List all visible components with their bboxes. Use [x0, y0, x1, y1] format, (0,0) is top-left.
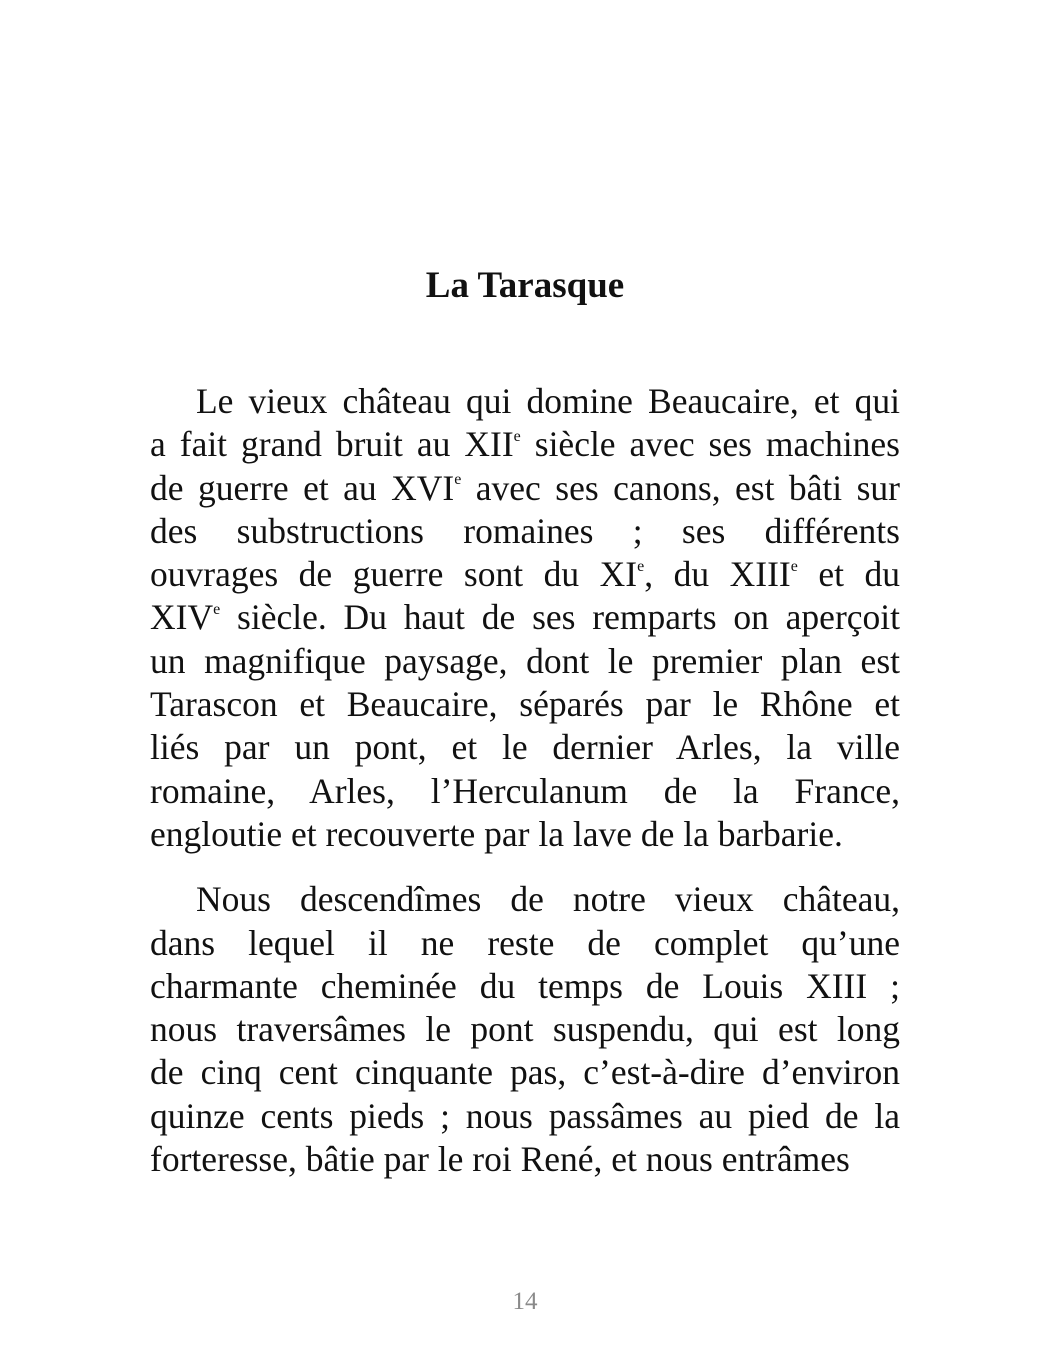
- text-segment: Nous descendîmes de notre vieux château,: [196, 879, 900, 920]
- text-segment: de cinq cent cinquante pas, c’est-à-dire d’environ: [150, 1052, 900, 1093]
- text-line: [150, 1008, 900, 1051]
- text-segment: charmante cheminée du temps de Louis XIII ;: [150, 965, 900, 1006]
- text-line: [150, 813, 900, 856]
- text-line: [150, 1138, 900, 1181]
- text-segment: quinze cents pieds ; nous passâmes au pied de la: [150, 1095, 900, 1136]
- text-line: [150, 596, 900, 639]
- text-line: [150, 726, 900, 769]
- text-segment: nous traversâmes le pont suspendu, qui est long: [150, 1009, 900, 1050]
- text-segment: engloutie et recouverte par la lave de la barbarie.: [150, 813, 843, 854]
- body-text: [150, 380, 900, 1203]
- text-line: [150, 510, 900, 553]
- text-segment: dans lequel il ne reste de complet qu’une: [150, 922, 900, 963]
- text-segment: , du XIII: [644, 554, 791, 595]
- page-number: 14: [512, 1288, 538, 1315]
- text-line: [150, 922, 900, 965]
- text-segment: Le vieux château qui domine Beaucaire, et qui: [196, 381, 900, 421]
- text-segment: ouvrages de guerre sont du XI: [150, 554, 638, 595]
- superscript: e: [637, 558, 645, 576]
- text-segment: des substructions romaines ; ses différents: [150, 510, 900, 551]
- text-line: [150, 965, 900, 1008]
- text-line: [150, 423, 900, 466]
- text-segment: a fait grand bruit au XII: [150, 424, 514, 465]
- text-line: [150, 1051, 900, 1094]
- text-segment: Tarascon et Beaucaire, séparés par le Rhône et: [150, 684, 900, 725]
- text-segment: siècle avec ses machines: [520, 424, 900, 465]
- text-line: [150, 1095, 900, 1138]
- superscript: e: [454, 471, 462, 489]
- text-segment: de guerre et au XVI: [150, 467, 455, 508]
- text-line: [150, 640, 900, 683]
- paragraph: [150, 380, 900, 856]
- text-line: [150, 380, 900, 423]
- text-line: [150, 683, 900, 726]
- text-line: [150, 878, 900, 921]
- text-segment: forteresse, bâtie par le roi René, et nous entrâmes: [150, 1139, 850, 1180]
- text-segment: XIV: [150, 597, 214, 638]
- superscript: e: [513, 428, 521, 446]
- text-segment: romaine, Arles, l’Herculanum de la France,: [150, 770, 900, 811]
- paragraph: [150, 878, 900, 1181]
- text-segment: un magnifique paysage, dont le premier plan est: [150, 640, 900, 681]
- text-segment: siècle. Du haut de ses remparts on aperçoit: [220, 597, 900, 638]
- text-segment: et du: [797, 554, 901, 595]
- text-segment: avec ses canons, est bâti sur: [461, 467, 900, 508]
- chapter-title: La Tarasque: [425, 265, 625, 306]
- text-line: [150, 467, 900, 510]
- superscript: e: [790, 558, 798, 576]
- text-line: [150, 770, 900, 813]
- superscript: e: [213, 601, 221, 619]
- text-segment: liés par un pont, et le dernier Arles, la ville: [150, 727, 900, 768]
- text-line: [150, 553, 900, 596]
